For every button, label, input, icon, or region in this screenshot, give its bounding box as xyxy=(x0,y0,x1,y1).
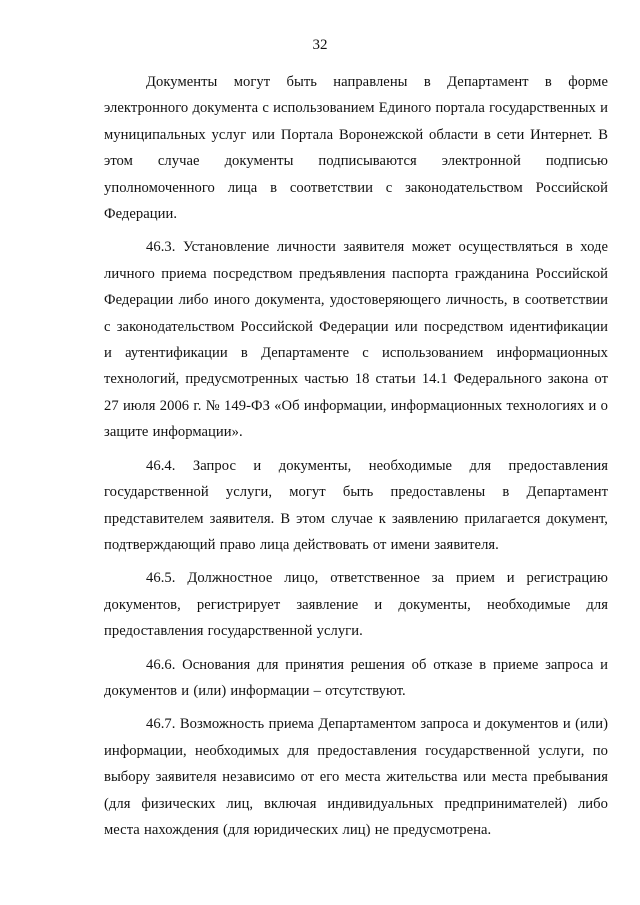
paragraph-documents-submission: Документы могут быть направлены в Департамент в форме электронного документа с использованием Единого портала государственных и муниципальных услуг или Портала Воронежской области в сети Интернет. В этом случае документы подписываются электронной подписью уполномоченного лица в соответствии с законодательством Российской Федерации. xyxy=(104,74,608,223)
document-body xyxy=(104,69,608,843)
paragraph-46-7: 46.7. Возможность приема Департаментом запроса и документов и (или) информации, необходимых для предоставления государственной услуги, по выбору заявителя независимо от его места жительства или места пребывания (для физических лиц, включая индивидуальных предпринимателей) либо места нахождения (для юридических лиц) не предусмотрена. xyxy=(104,716,608,838)
paragraph-46-3: 46.3. Установление личности заявителя может осуществляться в ходе личного приема посредством предъявления паспорта гражданина Российской Федерации либо иного документа, удостоверяющего личность, в соответствии с законодательством Российской Федерации или посредством идентификации и аутентификации в Департаменте с использованием информационных технологий, предусмотренных частью 18 статьи 14.1 Федерального закона от 27 июля 2006 г. № 149-ФЗ «Об информации, информационных технологиях и о защите информации». xyxy=(104,239,608,441)
page-number: 32 xyxy=(312,37,328,53)
paragraph-46-5: 46.5. Должностное лицо, ответственное за прием и регистрацию документов, регистрирует заявление и документы, необходимые для предоставления государственной услуги. xyxy=(104,570,608,640)
paragraph-46-4: 46.4. Запрос и документы, необходимые для предоставления государственной услуги, могут быть предоставлены в Департамент представителем заявителя. В этом случае к заявлению прилагается документ, подтверждающий право лица действовать от имени заявителя. xyxy=(104,457,608,553)
paragraph-46-6: 46.6. Основания для принятия решения об отказе в приеме запроса и документов и (или) информации – отсутствуют. xyxy=(104,656,608,699)
